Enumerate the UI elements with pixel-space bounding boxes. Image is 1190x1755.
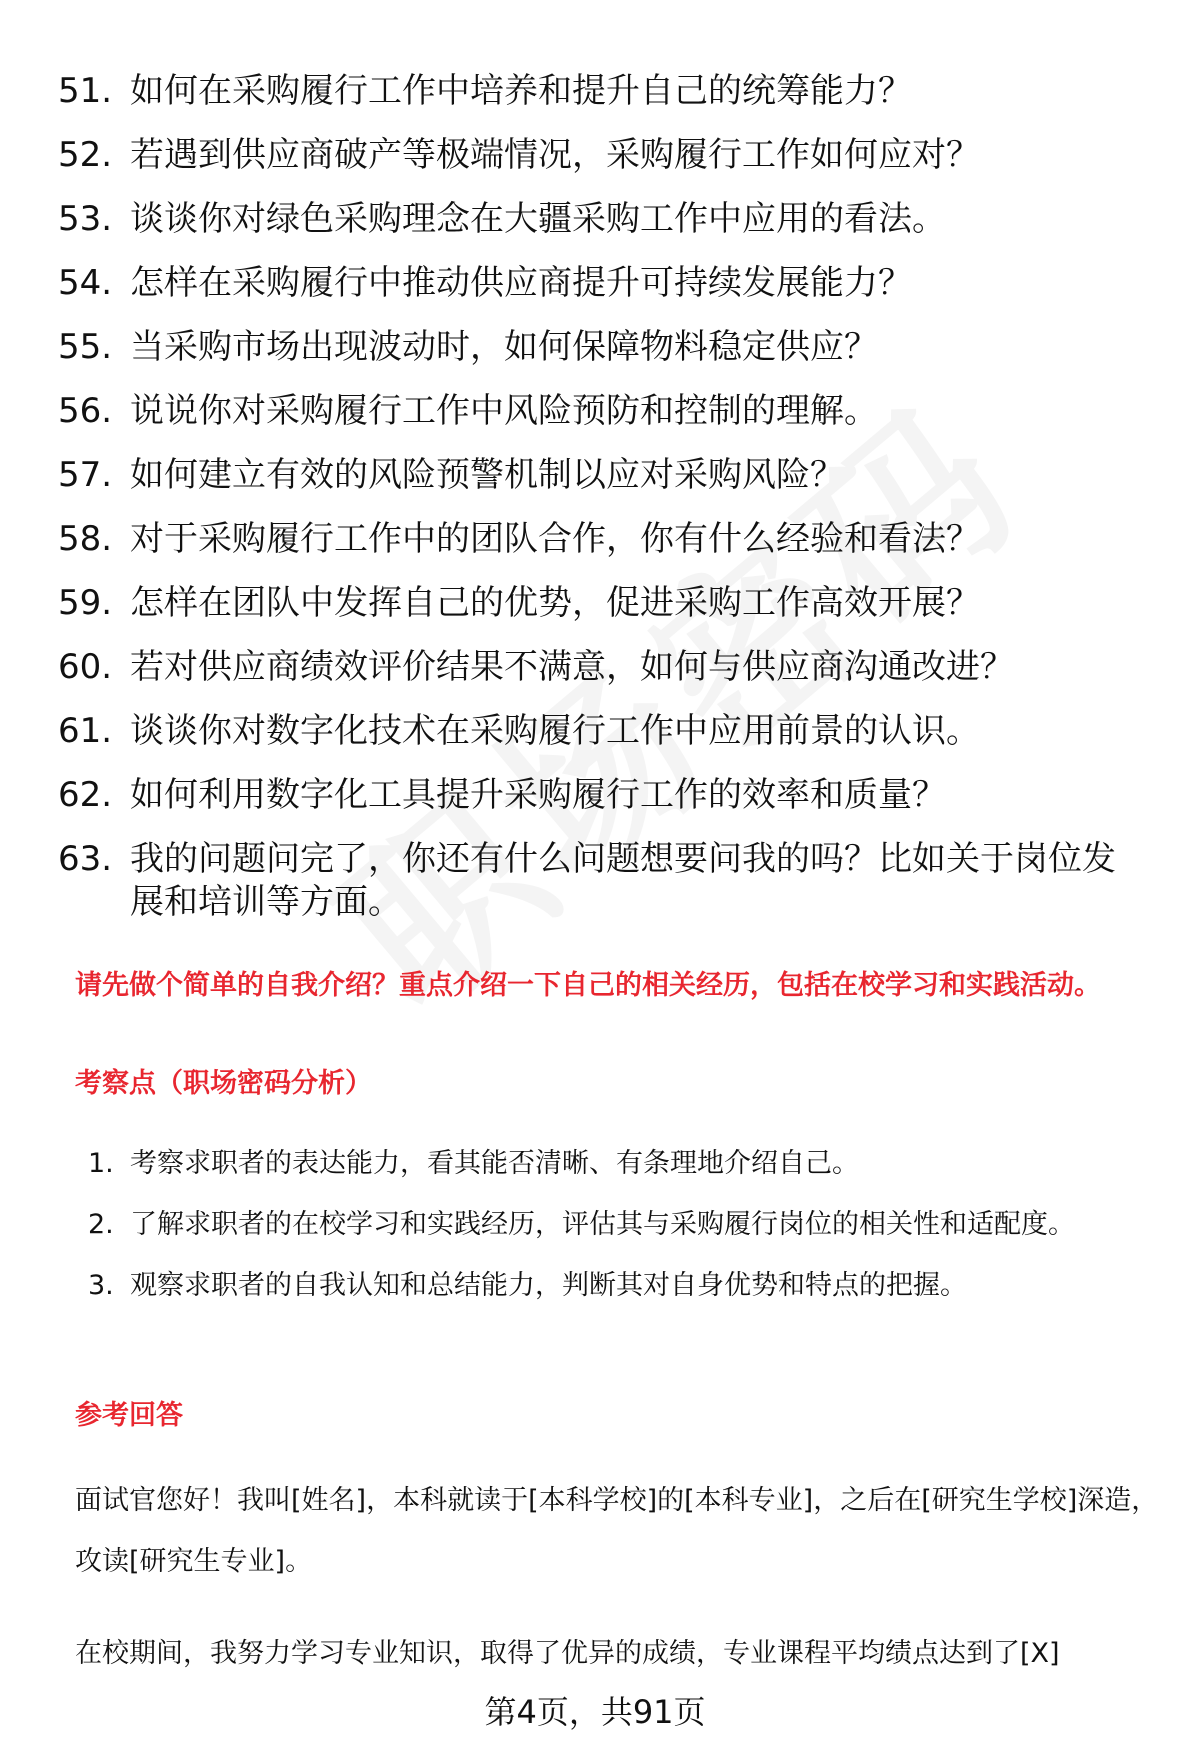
question-item: [58, 326, 1148, 369]
assessment-number: 2.: [88, 1209, 114, 1240]
question-text: 我的问题问完了，你还有什么问题想要问我的吗？比如关于岗位发展和培训等方面。: [130, 839, 1116, 922]
assessment-item: [88, 1255, 1148, 1316]
question-text: 谈谈你对绿色采购理念在大疆采购工作中应用的看法。: [130, 199, 946, 239]
answer-title: 参考回答: [75, 1400, 183, 1431]
question-number: 62.: [58, 775, 113, 815]
question-item: [58, 390, 1148, 433]
question-text: 如何在采购履行工作中培养和提升自己的统筹能力？: [130, 71, 912, 111]
answer-paragraph: 在校期间，我努力学习专业知识，取得了优异的成绩，专业课程平均绩点达到了[X]: [75, 1638, 1060, 1669]
assessment-title: 考察点（职场密码分析）: [75, 1068, 372, 1099]
question-number: 58.: [58, 519, 113, 559]
question-item: [58, 454, 1148, 497]
question-item: [58, 774, 1148, 817]
question-item: [58, 838, 1148, 924]
question-item: [58, 70, 1148, 113]
question-number: 61.: [58, 711, 113, 751]
question-text: 如何利用数字化工具提升采购履行工作的效率和质量？: [130, 775, 946, 815]
question-number: 57.: [58, 455, 113, 495]
interview-prompt: 请先做个简单的自我介绍？重点介绍一下自己的相关经历，包括在校学习和实践活动。: [75, 970, 1101, 1001]
question-text: 说说你对采购履行工作中风险预防和控制的理解。: [130, 391, 878, 431]
question-item: [58, 646, 1148, 689]
assessment-text: 考察求职者的表达能力，看其能否清晰、有条理地介绍自己。: [130, 1148, 859, 1179]
assessment-text: 了解求职者的在校学习和实践经历，评估其与采购履行岗位的相关性和适配度。: [130, 1209, 1075, 1240]
assessment-text: 观察求职者的自我认知和总结能力，判断其对自身优势和特点的把握。: [130, 1270, 967, 1301]
assessment-item: [88, 1194, 1148, 1255]
question-number: 59.: [58, 583, 113, 623]
question-text: 如何建立有效的风险预警机制以应对采购风险？: [130, 455, 844, 495]
question-item: [58, 710, 1148, 753]
question-item: [58, 582, 1148, 625]
question-number: 52.: [58, 135, 113, 175]
assessment-item: [88, 1133, 1148, 1194]
answer-paragraph: 面试官您好！我叫[姓名]，本科就读于[本科学校]的[本科专业]，之后在[研究生学校]深造，攻读[研究生专业]。: [75, 1485, 1159, 1577]
question-item: [58, 198, 1148, 241]
question-item: [58, 262, 1148, 305]
question-number: 54.: [58, 263, 113, 303]
question-number: 51.: [58, 71, 113, 111]
question-number: 60.: [58, 647, 113, 687]
question-text: 怎样在采购履行中推动供应商提升可持续发展能力？: [130, 263, 912, 303]
question-number: 55.: [58, 327, 113, 367]
assessment-number: 3.: [88, 1270, 114, 1301]
question-number: 63.: [58, 839, 113, 879]
question-number: 56.: [58, 391, 113, 431]
question-number: 53.: [58, 199, 113, 239]
question-text: 若对供应商绩效评价结果不满意，如何与供应商沟通改进？: [130, 647, 1014, 687]
assessment-list: [88, 1133, 1148, 1316]
question-item: [58, 134, 1148, 177]
question-text: 谈谈你对数字化技术在采购履行工作中应用前景的认识。: [130, 711, 980, 751]
question-list: [58, 70, 1148, 945]
question-text: 若遇到供应商破产等极端情况，采购履行工作如何应对？: [130, 135, 980, 175]
question-text: 怎样在团队中发挥自己的优势，促进采购工作高效开展？: [130, 583, 980, 623]
question-text: 当采购市场出现波动时，如何保障物料稳定供应？: [130, 327, 878, 367]
question-text: 对于采购履行工作中的团队合作，你有什么经验和看法？: [130, 519, 980, 559]
assessment-number: 1.: [88, 1148, 114, 1179]
page-footer: 第4页，共91页: [484, 1693, 706, 1731]
question-item: [58, 518, 1148, 561]
